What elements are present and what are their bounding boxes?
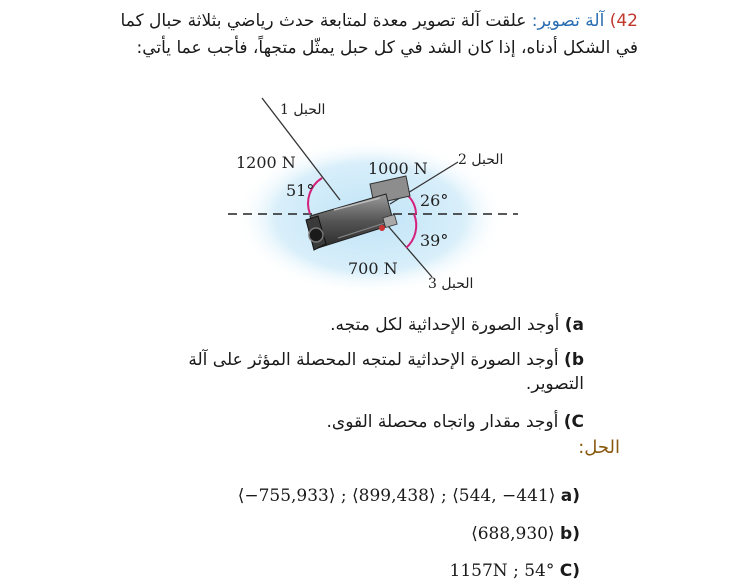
angle-3-label: 39° xyxy=(420,231,449,250)
answer-b-letter: b) xyxy=(560,524,580,544)
problem-text: علقت آلة تصوير معدة لمتابعة حدث رياضي بثلاثة حبال كما في الشكل أدناه، إذا كان الشد في كل حبل يمثّل متجهاً، فأجب عما يأتي: xyxy=(120,11,638,58)
part-b-text: أوجد الصورة الإحداثية لمتجه المحصلة المؤثر على آلة التصوير. xyxy=(188,350,584,394)
answer-b xyxy=(280,524,580,544)
solution-label: الحل: xyxy=(578,437,620,458)
answer-a-letter: a) xyxy=(560,486,580,506)
part-c-text: أوجد مقدار واتجاه محصلة القوى. xyxy=(326,412,559,432)
answer-c-letter: C) xyxy=(559,561,580,581)
part-a-text: أوجد الصورة الإحداثية لكل متجه. xyxy=(330,315,560,335)
force-3-label: 700 N xyxy=(348,259,398,278)
camera-ropes-figure xyxy=(210,92,540,302)
answer-c-text: 1157N ; 54° xyxy=(449,561,555,581)
force-1-label: 1200 N xyxy=(236,153,296,172)
answer-a-text: ⟨−755,933⟩ ; ⟨899,438⟩ ; ⟨544, −441⟩ xyxy=(237,486,556,506)
answer-c xyxy=(280,561,580,581)
angle-1-label: 51° xyxy=(286,181,315,200)
rope-2-label: الحبل 2 xyxy=(458,152,504,168)
part-c xyxy=(154,410,584,434)
problem-number: 42) xyxy=(609,11,638,31)
rope-3-label: الحبل 3 xyxy=(428,276,474,292)
rope-1-label: الحبل 1 xyxy=(280,102,326,118)
problem-topic: آلة تصوير: xyxy=(531,11,605,31)
angle-2-label: 26° xyxy=(420,191,449,210)
problem-statement xyxy=(118,8,638,62)
answer-b-text: ⟨688,930⟩ xyxy=(471,524,555,544)
part-b xyxy=(139,348,584,396)
part-c-letter: C) xyxy=(563,412,584,432)
force-2-label: 1000 N xyxy=(368,159,428,178)
part-b-letter: b) xyxy=(564,350,584,370)
part-a xyxy=(154,313,584,337)
part-a-letter: a) xyxy=(564,315,584,335)
answer-a xyxy=(60,486,580,506)
